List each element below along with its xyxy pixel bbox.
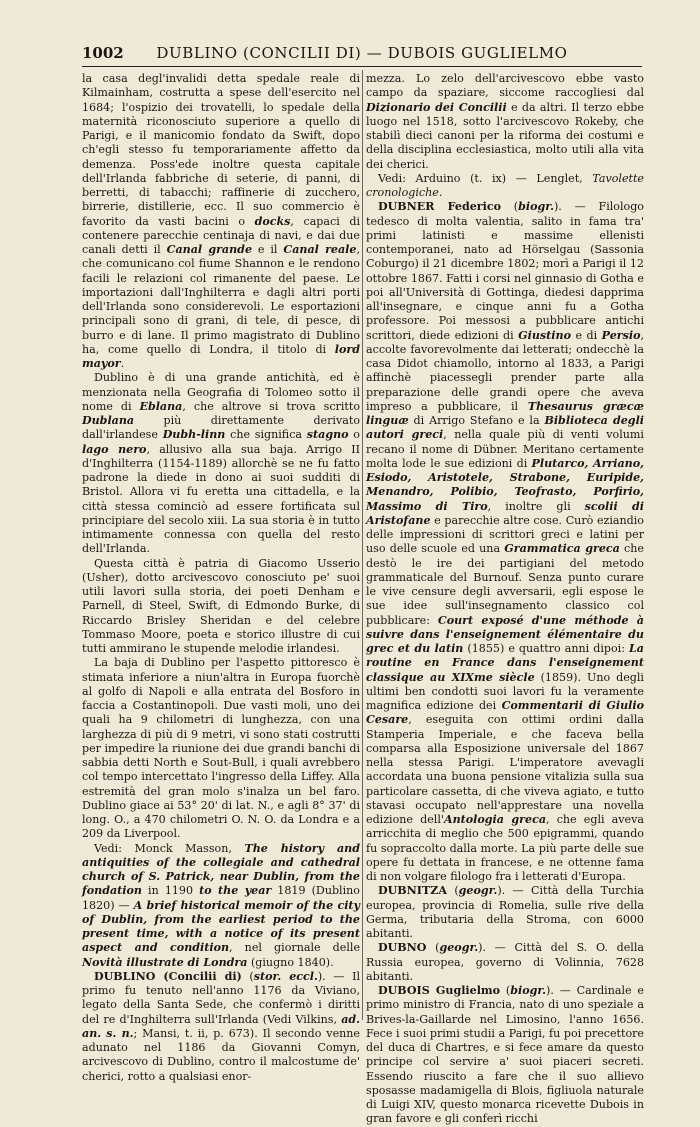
text-run: A brief historical memoir of the city of Dublin, from the earliest period to the present time, with a notice of its present aspect and condition bbox=[82, 898, 360, 955]
text-run: Dizionario dei Concilii bbox=[366, 100, 507, 114]
text-run: La baja di Dublino per l'aspetto pittoresco è stimata inferiore a niun'altra in Europa fuorchè al golfo di Napoli e alla entrata del Bosforo in faccia a Costantinopoli. Due vasti moli, uno dei quali ha 9 chilometri di lunghezza, con una larghezza di più di 9 metri, vi sono stati costrutti per impedire la riunione dei due grandi banchi di sabbia detti North e Sout-Bull, i quali avrebbero col tempo intercettato l'ingresso della Liffey. Alla estremità del gran molo s'inalza un bel faro. Dublino giace ai 53° 20' di lat. N., e agli 8° 37' di long. O., a 470 chilometri O. N. O. da Londra e a 209 da Liverpool. bbox=[82, 656, 360, 841]
text-run: e il bbox=[252, 243, 284, 256]
text-run: ( bbox=[426, 941, 440, 955]
text-run: Persio bbox=[601, 328, 641, 342]
paragraph bbox=[82, 371, 360, 556]
text-run: che destò le ire dei partigiani del metodo grammaticale del Burnouf. Senza punto curare le vive censure degli avversarii, egli espose le sue idee sull'insegnamento classico col pubblicare: bbox=[366, 542, 644, 627]
text-run: Antologia greca bbox=[443, 813, 547, 826]
text-run: ). — Città del S. O. della Russia europea, governo di Volinnia, 7628 abitanti. bbox=[366, 941, 644, 983]
text-run: e parecchie altre cose. Curò eziandio delle impressioni di scrittori greci e latini per uso delle scuole ed una bbox=[366, 513, 644, 556]
text-run: Eblana bbox=[139, 399, 183, 413]
text-run: to the year bbox=[199, 884, 272, 898]
text-run: che significa bbox=[225, 428, 307, 442]
text-run: , nel giornale delle bbox=[229, 941, 361, 955]
text-run: ). — Filologo tedesco di molta valentia, salito in fama tra' primi latinisti e massime ellenisti contemporanei, nato ad Hörselgau (Sassonia Coburgo) il 21 dicembre 1802; morì a Parigi il 12 ottobre 1867. Fatti i corsi nel ginnasio di Gotha e poi all'Università di Gottinga, diedesi dapprima all'insegnare, e cinque anni fu a Gotha professore. Poi messosi a pubblicare antichi scrittori, diede edizioni di bbox=[366, 200, 644, 342]
text-run: La routine en France dans l'enseignement classique au XIXme siècle bbox=[366, 642, 644, 684]
text-run: Dubh-linn bbox=[162, 428, 226, 442]
text-run: più direttamente derivato dall'irlandese bbox=[82, 414, 360, 442]
text-run: Canal grande bbox=[166, 243, 252, 256]
paragraph bbox=[366, 200, 644, 884]
text-run: Canal reale bbox=[283, 243, 357, 256]
header-rule bbox=[82, 66, 642, 67]
entry-headword: DUBNER Federico bbox=[378, 200, 501, 214]
text-run: The history and antiquities of the collegiale and cathedral church of S. Patrick, near Dublin, from the fondation bbox=[82, 841, 360, 898]
text-run: Plutarco, Arriano, Esiodo, Aristotele, Strabone, Euripide, Menandro, Polibio, Teofrasto, Porfirio, Massimo di Tiro bbox=[366, 456, 644, 513]
paragraph bbox=[82, 557, 360, 657]
text-run: (1859). Uno degli ultimi ben condotti suoi lavori fu la veramente magnifica edizione dei bbox=[366, 670, 644, 712]
text-run: ( bbox=[241, 969, 254, 983]
text-run: biogr. bbox=[510, 984, 547, 997]
text-run: ). — Il primo fu tenuto nell'anno 1176 da Viviano, legato della Santa Sede, che confermò i diritti del re d'Inghilterra sull'Irlanda (Vedi Vilkins, bbox=[82, 969, 360, 1026]
text-run: Thesaurus græcæ linguæ bbox=[366, 399, 644, 427]
paragraph bbox=[366, 172, 644, 201]
entry-headword: DUBNO bbox=[378, 941, 427, 955]
text-run: scolii di Aristofane bbox=[366, 499, 644, 527]
text-run: ad. an. s. n. bbox=[82, 1012, 360, 1040]
text-run: , inoltre gli bbox=[487, 499, 585, 513]
text-run: Tavolette cronologiche bbox=[366, 171, 644, 199]
text-run: di Arrigo Stefano e la bbox=[408, 414, 545, 427]
text-run: ( bbox=[446, 884, 459, 898]
text-run: ). — Città della Turchia europea, provincia di Romelia, sulle rive della Germa, tributaria della Stroma, con 6000 abitanti. bbox=[366, 884, 644, 940]
text-run: Dublana bbox=[82, 414, 135, 427]
text-run: stor. eccl. bbox=[253, 969, 318, 983]
page-header bbox=[82, 42, 642, 64]
entry-headword: DUBLINO (Concilii di) bbox=[94, 969, 242, 983]
text-run: ; Mansi, t. ii, p. 673). Il secondo venne adunato nel 1186 da Giovanni Comyn, arcivescovo di Dublino, contro il malcostume de' cherici, rotto a qualsiasi enor- bbox=[82, 1026, 360, 1083]
page-number: 1002 bbox=[82, 44, 124, 62]
paragraph bbox=[366, 941, 644, 984]
text-run: Vedi: Monck Masson, bbox=[94, 841, 245, 855]
text-run: Dublino è di una grande antichità, ed è menzionata nella Geografia di Tolomeo sotto il nome di bbox=[82, 371, 360, 413]
text-run: Novità illustrate di Londra bbox=[82, 955, 248, 969]
text-run: Court exposé d'une méthode à suivre dans l'enseignement élémentaire du grec et du latin bbox=[366, 613, 644, 655]
text-run: (giugno 1840). bbox=[247, 955, 334, 969]
text-run: , che egli aveva arricchita di meglio che 500 epigrammi, quando fu sopraccolto dalla morte. La più parte delle sue opere fu dettata in francese, e ne ottenne fama di non volgare filologo fra i letterati d'Europa. bbox=[366, 813, 645, 883]
text-run: , che altrove si trova scritto bbox=[182, 399, 360, 413]
left-column bbox=[82, 72, 360, 1084]
text-run: o bbox=[348, 428, 360, 442]
text-run: geogr. bbox=[458, 884, 498, 898]
text-run: Biblioteca degli autori greci bbox=[366, 414, 644, 442]
text-run: e da altri. Il terzo ebbe luogo nel 1518, sotto l'arcivescovo Rokeby, che stabilì dieci canoni per la riforma dei costumi e della disciplina ecclesiastica, molto utili alla vita dei cherici. bbox=[366, 100, 644, 171]
paragraph bbox=[366, 884, 644, 941]
text-run: ). — Cardinale e primo ministro di Francia, nato di uno speziale a Brives-la-Gaillarde nel Limosino, l'anno 1656. Fece i suoi primi studii a Parigi, fu poi precettore del duca di Chartres, e si fece amare da questo principe col servire a' suoi piaceri secreti. Essendo riuscito a fare che il suo allievo sposasse madamigella di Blois, figliuola naturale di Luigi XIV, questo monarca ricevette Dubois in gran favore e gli conferì ricchi bbox=[366, 984, 644, 1126]
text-run: e di bbox=[570, 328, 602, 342]
text-run: , nella quale più di venti volumi recano il nome di Dübner. Meritano certamente molta lode le sue edizioni di bbox=[366, 428, 644, 470]
paragraph bbox=[82, 842, 360, 970]
paragraph bbox=[366, 72, 644, 172]
text-run: , eseguita con ottimi ordini dalla Stamperia Imperiale, e che faceva bella comparsa alla Esposizione universale del 1867 nella stessa Parigi. L'imperatore avevagli accordata una buona pensione vitalizia sulla sua particolare cassetta, di che viveva agiato, e tutto stavasi occupato nell'apprestare una novella edizione dell' bbox=[366, 713, 644, 826]
text-run: , allusivo alla sua baja. Arrigo II d'Inghilterra (1154-1189) allorchè se ne fu fatto padrone la diede in dono ai suoi sudditi di Bristol. Allora vi fu eretta una cittadella, e la città stessa cominciò ad essere fortificata sul principiare del secolo xiii. La sua storia è in tutto intimamente connessa con quella del resto dell'Irlanda. bbox=[82, 442, 360, 556]
text-run: Commentarii di Giulio Cesare bbox=[366, 699, 644, 727]
text-run: ( bbox=[500, 984, 511, 997]
entry-headword: DUBNITZA bbox=[378, 884, 447, 898]
text-run: . bbox=[120, 357, 125, 370]
text-run: , accolte favorevolmente dai letterati; ondecchè la casa Didot chiamollo, intorno al 1833, a Parigi affinchè piacessegli prender parte alla preparazione delle grandi opere che aveva impreso a pubblicare, il bbox=[366, 328, 644, 413]
text-run: 1819 (Dublino 1820) — bbox=[82, 884, 360, 912]
text-run: docks bbox=[254, 214, 291, 228]
text-run: stagno bbox=[306, 428, 349, 442]
right-column bbox=[366, 72, 644, 1127]
text-run: biogr. bbox=[518, 200, 554, 214]
text-run: in 1190 bbox=[142, 884, 200, 898]
text-run: (1855) e quattro anni dipoi: bbox=[463, 642, 629, 655]
paragraph bbox=[82, 970, 360, 1084]
running-title: DUBLINO (CONCILII DI) — DUBOIS GUGLIELMO bbox=[156, 44, 568, 62]
text-run: geogr. bbox=[439, 941, 479, 955]
text-run: mezza. Lo zelo dell'arcivescovo ebbe vasto campo da spaziare, siccome raccogliesi dal bbox=[366, 72, 644, 100]
paragraph bbox=[366, 984, 644, 1127]
text-run: , capaci di contenere parecchie centinaja di navi, e dai due canali detti il bbox=[82, 214, 360, 256]
paragraph bbox=[82, 72, 360, 371]
column-divider bbox=[362, 70, 363, 1020]
text-run: lord mayor bbox=[82, 342, 360, 370]
text-run: Vedi: Arduino (t. ix) — Lenglet, bbox=[378, 171, 593, 185]
entry-headword: DUBOIS Guglielmo bbox=[378, 984, 501, 997]
text-run: lago nero bbox=[82, 442, 147, 456]
text-run: . bbox=[438, 186, 443, 199]
text-run: Giustino bbox=[518, 328, 571, 342]
text-run: Grammatica greca bbox=[504, 542, 620, 556]
text-run: Questa città è patria di Giacomo Usserio (Usher), dotto arcivescovo conosciuto pe' suoi utili lavori sulla storia, dei poeti Denham e Parnell, di Steel, Swift, di Edmondo Burke, di Riccardo Brisley Sheridan e del celebre Tommaso Moore, poeta e storico illustre di cui tutti ammirano le stupende melodie irlandesi. bbox=[82, 556, 360, 655]
text-run: , che comunicano col fiume Shannon e le rendono facili le relazioni col rimanente del paese. Le importazioni dall'Inghilterra e dagli altri porti dell'Irlanda sono considerevoli. Le esportazioni principali sono di grani, di tele, di pesce, di burro e di lane. Il primo magistrato di Dublino ha, come quello di Londra, il titolo di bbox=[82, 243, 360, 356]
text-run: ( bbox=[500, 200, 519, 214]
paragraph bbox=[82, 656, 360, 841]
text-run: la casa degl'invalidi detta spedale reale di Kilmainham, costrutta a spese dell'esercito nel 1684; l'ospizio dei trovatelli, lo spedale della maternità riconosciuto superiore a quello di Parigi, e il manicomio fondato da Swift, dopo ch'egli stesso fu temporariamente affetto da demenza. Poss'ede inoltre questa capitale dell'Irlanda fabbriche di seterie, di panni, di berretti, di tabacchi; raffinerie di zucchero, birrerie, distillerie, ecc. Il suo commercio è favorito da vasti bacini o bbox=[82, 72, 360, 228]
